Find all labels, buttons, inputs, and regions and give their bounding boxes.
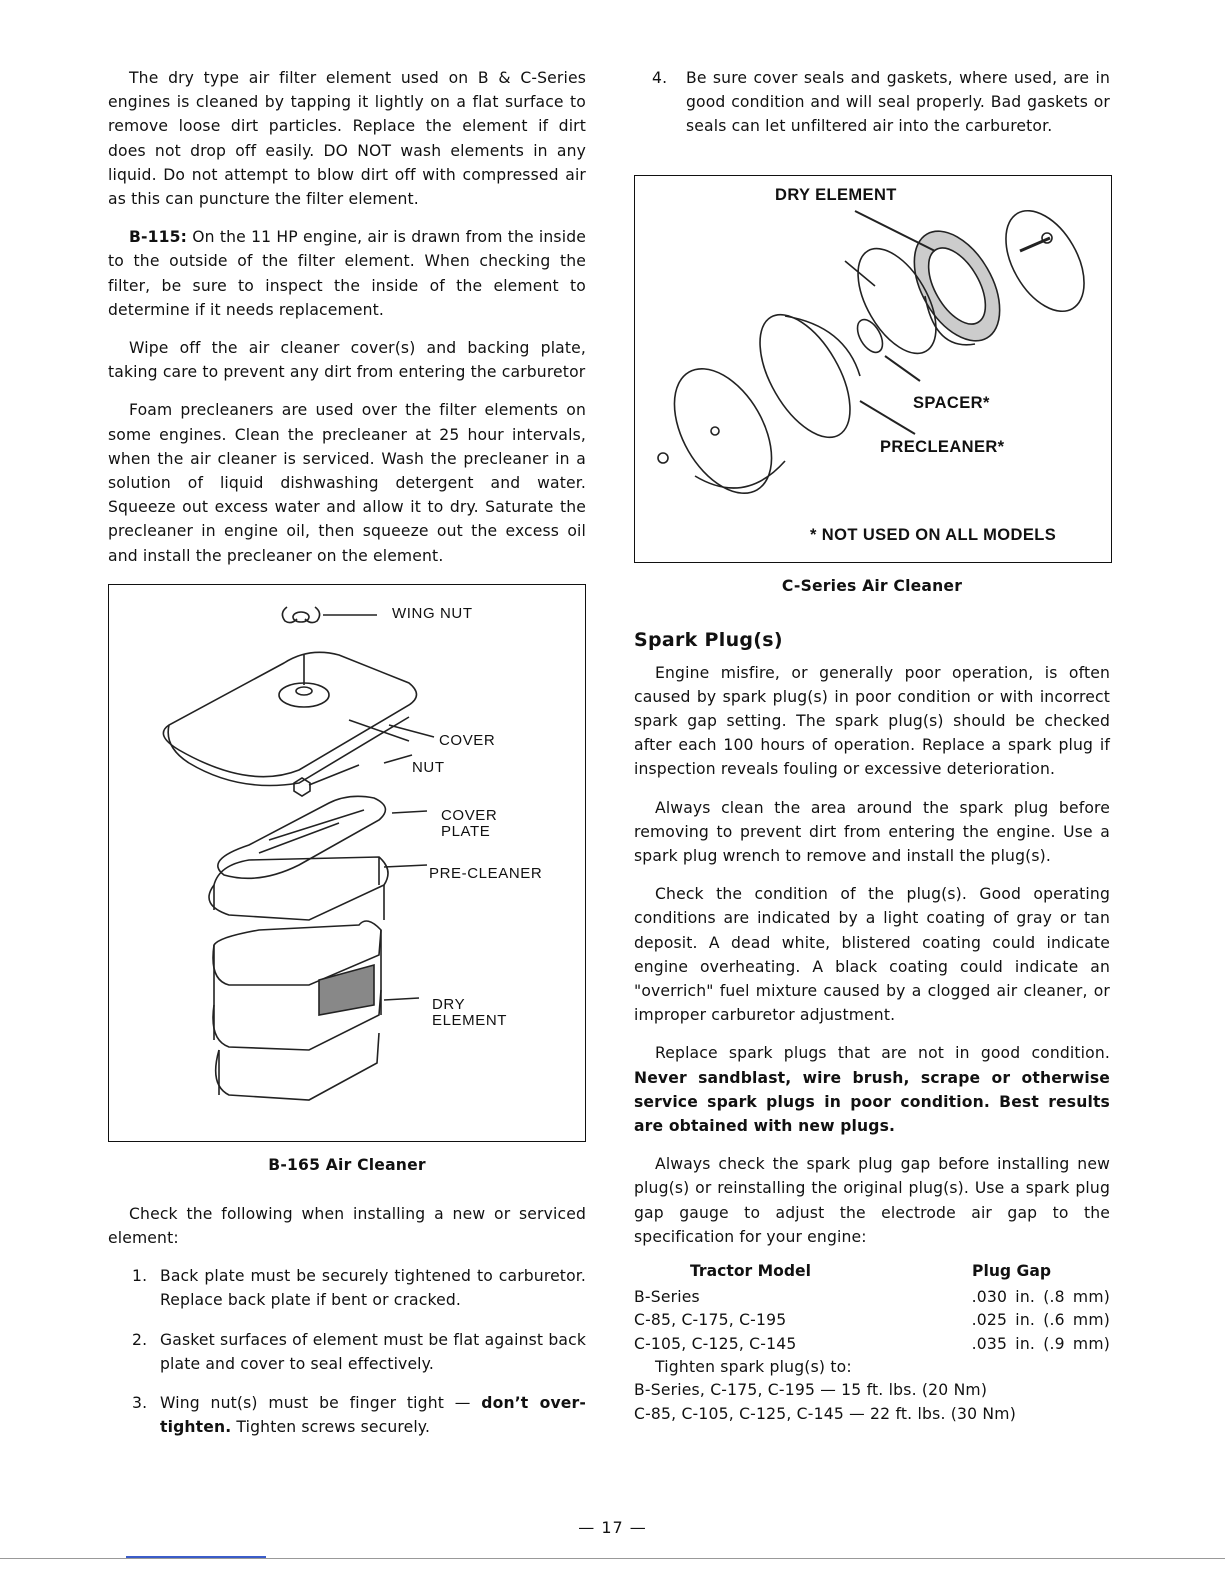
pre-cleaner-label: PRE-CLEANER [429, 864, 543, 882]
c-series-figure-caption: C-Series Air Cleaner [781, 576, 963, 595]
pre-cleaner-drawing [209, 857, 427, 920]
b165-figure-caption: B-165 Air Cleaner [268, 1155, 426, 1174]
c-series-exploded-illustration [635, 176, 1110, 561]
step-number: 3. [132, 1394, 148, 1413]
left-column [108, 66, 586, 1454]
checklist-item [108, 1391, 586, 1439]
torque-line: B-Series, C-175, C-195 — 15 ft. lbs. (20 Nm) [634, 1381, 988, 1400]
paragraph-dry-filter: The dry type air filter element used on B & C-Series engines is cleaned by tapping it lightly on a flat surface to remove loose dirt particles. Replace the element if dirt does not drop off easily. DO NOT wash elements in any liquid. Do not attempt to blow dirt off with compressed air as this can puncture the filter element. [108, 69, 586, 209]
step-text-bold: don’t over-tighten. [160, 1394, 586, 1437]
c-series-air-cleaner-figure [634, 175, 1112, 563]
torque-intro: Tighten spark plug(s) to: [655, 1357, 852, 1376]
paragraph-plug-condition: Check the condition of the plug(s). Good operating conditions are indicated by a light coating of gray or tan deposit. A dead white, blistered coating could indicate engine overheating. A black coating could indicate an "overrich" fuel mixture caused by a clogged air cleaner, or improper carburetor adjustment. [634, 885, 1110, 1025]
model-cell: C-85, C-175, C-195 [634, 1311, 787, 1330]
column-header-model: Tractor Model [690, 1262, 811, 1281]
paragraph-wipe-cover: Wipe off the air cleaner cover(s) and backing plate, taking care to prevent any dirt from entering the carburetor [108, 339, 586, 382]
paragraph-misfire: Engine misfire, or generally poor operation, is often caused by spark plug(s) in poor condition or with incorrect spark gap setting. The spark plug(s) should be checked after each 100 hours of operation. Replace a spark plug if inspection reveals fouling or excessive deterioration. [634, 663, 1110, 779]
precleaner-drawing [742, 300, 869, 452]
step-number: 1. [132, 1267, 148, 1286]
paragraph-foam-precleaner: Foam precleaners are used over the filter elements on some engines. Clean the precleaner at 25 hour intervals, when the air cleaner is serviced. Wash the precleaner in a solution of liquid dishwashing detergent and water. Squeeze out excess water and allow it to dry. Saturate the precleaner in engine oil, then squeeze out the excess oil and install the precleaner on the element. [108, 401, 586, 565]
step-text: Be sure cover seals and gaskets, where used, are in good condition and will seal properly. Bad gaskets or seals can let unfiltered air into the carburetor. [686, 69, 1110, 136]
column-header-gap: Plug Gap [972, 1262, 1051, 1281]
step-number: 2. [132, 1330, 148, 1349]
paragraph-clean-area: Always clean the area around the spark plug before removing to prevent dirt from entering the engine. Use a spark plug wrench to remove and install the plug(s). [634, 798, 1110, 866]
wing-nut-label: WING NUT [392, 604, 473, 622]
torque-line: C-85, C-105, C-125, C-145 — 22 ft. lbs. (30 Nm) [634, 1404, 1016, 1423]
dry-element-label: DRY ELEMENT [775, 185, 897, 204]
step-text: Back plate must be securely tightened to carburetor. Replace back plate if bent or cracked. [160, 1267, 586, 1310]
dry-element-label-line1: DRY [432, 995, 466, 1013]
cover-label: COVER [439, 731, 496, 749]
plug-gap-table [634, 1259, 1110, 1356]
b165-air-cleaner-figure [108, 584, 586, 1142]
b115-label: B-115: [129, 228, 188, 247]
table-row [634, 1285, 1110, 1309]
cover-drawing [654, 352, 791, 510]
right-column [634, 66, 1110, 1426]
gap-cell: .025 in. (.6 mm) [971, 1311, 1110, 1330]
b165-exploded-illustration [109, 585, 584, 1140]
torque-specs [634, 1356, 1110, 1427]
table-row [634, 1332, 1110, 1356]
section-title-spark-plugs: Spark Plug(s) [634, 628, 783, 651]
install-checklist [108, 1264, 586, 1439]
spacer-label: SPACER* [913, 393, 990, 412]
model-cell: C-105, C-125, C-145 [634, 1334, 797, 1353]
step-text-pre: Wing nut(s) must be finger tight — [160, 1394, 482, 1413]
back-plate-drawing [990, 197, 1100, 324]
install-checklist-continued [634, 66, 1110, 139]
dry-element-label-line2: ELEMENT [432, 1011, 508, 1029]
b115-text: On the 11 HP engine, air is drawn from the inside to the outside of the filter element. When checking the filter, be sure to inspect the inside of the element to determine if it needs replacement. [108, 228, 586, 319]
dry-element-drawing [213, 921, 419, 1100]
gap-cell: .030 in. (.8 mm) [971, 1287, 1110, 1306]
dry-element-ring-drawing [897, 216, 1018, 355]
paragraph-check-gap: Always check the spark plug gap before installing new plug(s) or reinstalling the original plug(s). Use a spark plug gap gauge to adjust the electrode air gap to the specification for your engine: [634, 1155, 1110, 1246]
paragraph-b115 [108, 225, 586, 322]
page-number: — 17 — [578, 1518, 647, 1537]
cover-plate-label-line1: COVER [441, 806, 498, 824]
step-text-post: Tighten screws securely. [231, 1418, 431, 1437]
gap-cell: .035 in. (.9 mm) [971, 1334, 1110, 1353]
paragraph-check-following: Check the following when installing a new or serviced element: [108, 1204, 586, 1248]
step-text: Gasket surfaces of element must be flat against back plate and cover to seal effectively. [160, 1330, 586, 1373]
table-header-row [634, 1259, 1110, 1285]
cover-drawing [163, 652, 416, 785]
nut-label: NUT [412, 758, 445, 776]
precleaner-label: PRECLEANER* [880, 437, 1005, 456]
replace-plugs-warning: Never sandblast, wire brush, scrape or otherwise service spark plugs in poor condition. Best results are obtained with new plugs. [634, 1068, 1110, 1136]
checklist-item [108, 1328, 586, 1376]
step-number: 4. [652, 69, 668, 87]
paragraph-replace-plugs [634, 1041, 1110, 1138]
bottom-divider [0, 1558, 1225, 1559]
wing-nut-drawing [282, 607, 377, 623]
model-cell: B-Series [634, 1287, 700, 1306]
bottom-link-underline [126, 1556, 266, 1558]
not-used-note: * NOT USED ON ALL MODELS [810, 525, 1057, 544]
checklist-item [634, 66, 1110, 139]
replace-plugs-text: Replace spark plugs that are not in good condition. [655, 1044, 1110, 1063]
cover-plate-label-line2: PLATE [441, 822, 491, 840]
table-row [634, 1309, 1110, 1333]
checklist-item [108, 1264, 586, 1312]
